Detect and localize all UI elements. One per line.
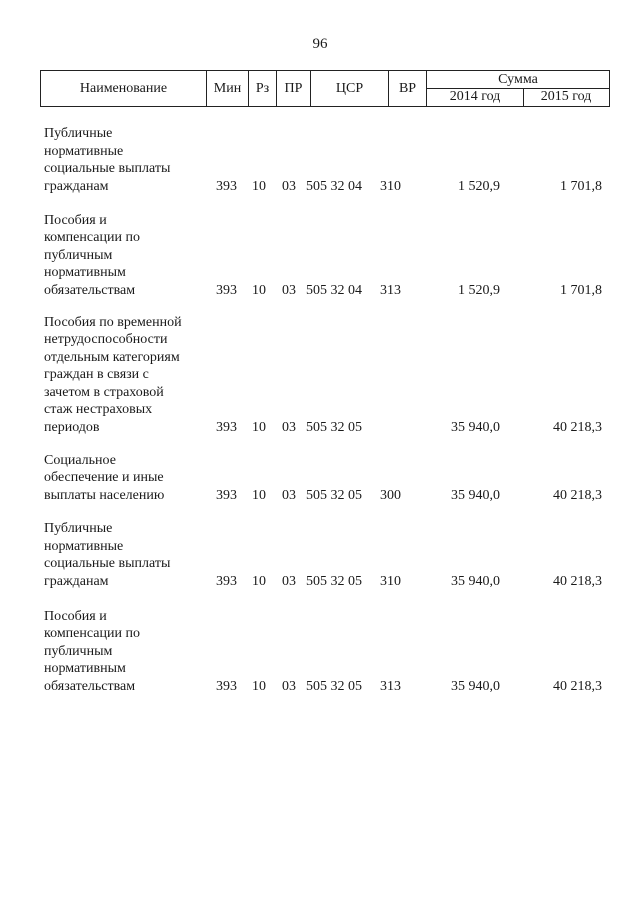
row-vr: 310 [380, 573, 401, 589]
header-sum: Сумма [427, 71, 609, 89]
row-2015: 40 218,3 [553, 419, 602, 435]
row-name: Публичные нормативные социальные выплаты гражданам [44, 521, 171, 589]
row-2015: 1 701,8 [560, 282, 602, 298]
table-row [40, 120, 610, 195]
table-row [40, 445, 610, 504]
row-2014: 35 940,0 [451, 573, 500, 589]
row-name: Пособия и компенсации по публичным нормативным обязательствам [44, 212, 140, 298]
table-header [40, 70, 610, 107]
row-pr: 03 [282, 678, 296, 694]
row-min: 393 [216, 282, 237, 298]
row-rz: 10 [252, 573, 266, 589]
row-2014: 1 520,9 [458, 178, 500, 194]
row-pr: 03 [282, 573, 296, 589]
row-2015: 40 218,3 [553, 487, 602, 503]
table-row [40, 205, 610, 299]
row-vr: 310 [380, 178, 401, 194]
row-2015: 1 701,8 [560, 178, 602, 194]
row-min: 393 [216, 573, 237, 589]
row-rz: 10 [252, 678, 266, 694]
row-csr: 505 32 05 [306, 678, 362, 694]
header-pr: ПР [277, 71, 311, 106]
row-pr: 03 [282, 178, 296, 194]
header-csr: ЦСР [311, 71, 389, 106]
row-2014: 35 940,0 [451, 678, 500, 694]
page-number: 96 [312, 36, 328, 52]
row-rz: 10 [252, 282, 266, 298]
row-csr: 505 32 04 [306, 282, 362, 298]
row-vr: 300 [380, 487, 401, 503]
table-row [40, 306, 610, 436]
row-2014: 35 940,0 [451, 487, 500, 503]
header-year-2014: 2014 год [427, 88, 524, 106]
table-row [40, 600, 610, 695]
header-min: Мин [207, 71, 249, 106]
row-2014: 1 520,9 [458, 282, 500, 298]
row-name: Пособия и компенсации по публичным нормативным обязательствам [44, 608, 140, 694]
row-csr: 505 32 05 [306, 573, 362, 589]
header-rz: Рз [249, 71, 277, 106]
row-pr: 03 [282, 282, 296, 298]
header-name: Наименование [41, 71, 207, 106]
row-min: 393 [216, 487, 237, 503]
row-vr: 313 [380, 678, 401, 694]
table-row [40, 513, 610, 590]
row-csr: 505 32 04 [306, 178, 362, 194]
row-pr: 03 [282, 419, 296, 435]
row-rz: 10 [252, 178, 266, 194]
row-min: 393 [216, 419, 237, 435]
row-min: 393 [216, 678, 237, 694]
row-rz: 10 [252, 419, 266, 435]
header-vr: ВР [389, 71, 427, 106]
row-2015: 40 218,3 [553, 678, 602, 694]
row-vr: 313 [380, 282, 401, 298]
row-csr: 505 32 05 [306, 487, 362, 503]
row-pr: 03 [282, 487, 296, 503]
row-name: Социальное обеспечение и иные выплаты населению [44, 452, 165, 503]
header-year-2015: 2015 год [540, 89, 592, 104]
row-min: 393 [216, 178, 237, 194]
row-2014: 35 940,0 [451, 419, 500, 435]
row-name: Пособия по временной нетрудоспособности отдельным категориям граждан в связи с зачетом в страховой стаж нестраховых периодов [44, 314, 182, 435]
row-2015: 40 218,3 [553, 573, 602, 589]
row-csr: 505 32 05 [306, 419, 362, 435]
row-rz: 10 [252, 487, 266, 503]
row-name: Публичные нормативные социальные выплаты гражданам [44, 126, 171, 194]
